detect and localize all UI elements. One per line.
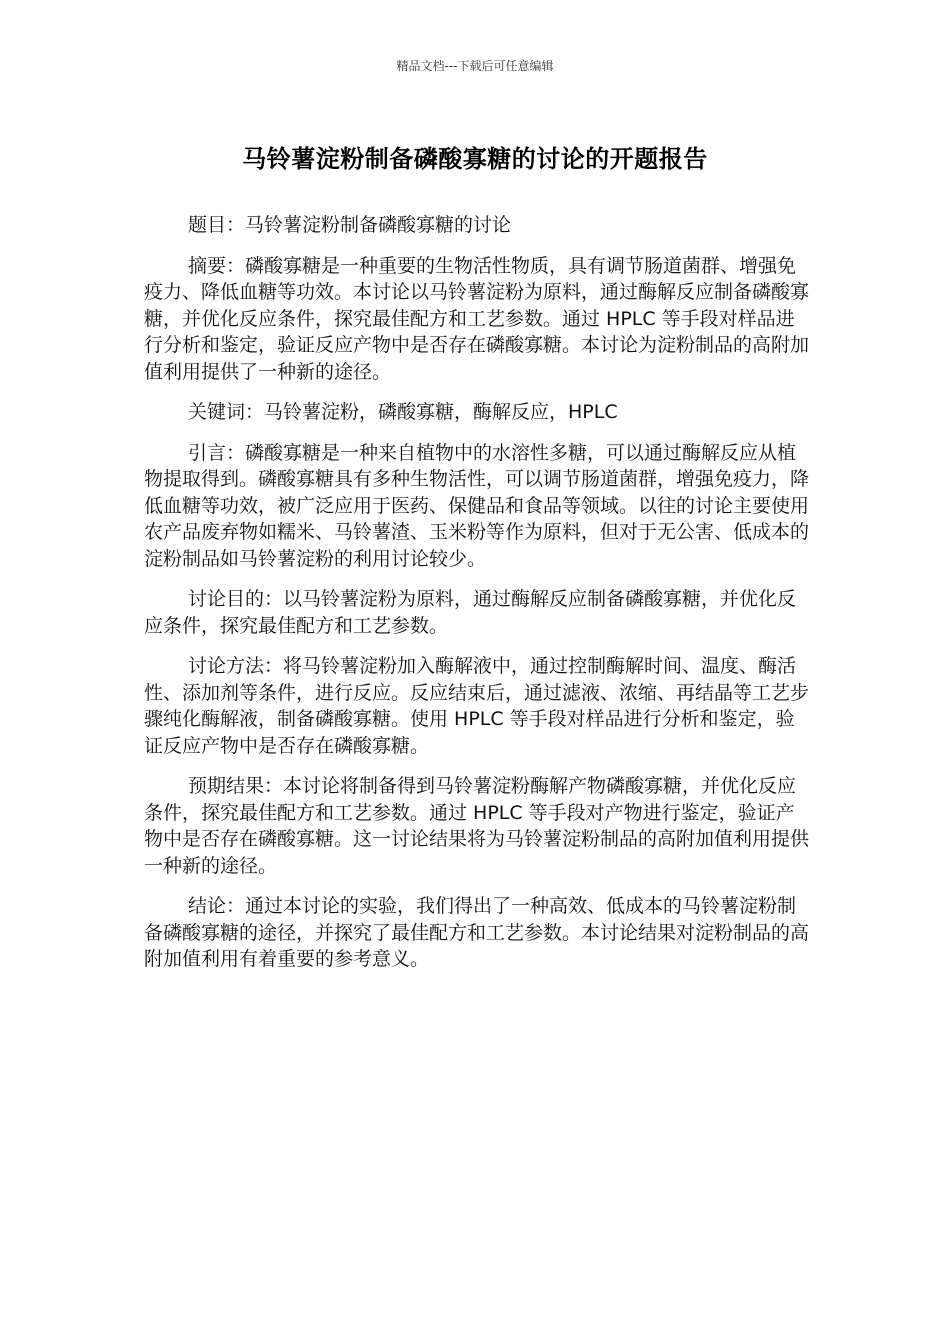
paragraph-keywords: 关键词：马铃薯淀粉，磷酸寡糖，酶解反应，HPLC [188, 401, 618, 423]
paragraph-purpose: 讨论目的：以马铃薯淀粉为原料，通过酶解反应制备磷酸寡糖，并优化反应条件，探究最佳配方和工艺参数。 [144, 588, 797, 637]
paragraph-expected-results: 预期结果：本讨论将制备得到马铃薯淀粉酶解产物磷酸寡糖，并优化反应条件，探究最佳配方和工艺参数。通过 HPLC 等手段对产物进行鉴定，验证产物中是否存在磷酸寡糖。这一讨论结果将为马铃薯淀粉制品的高附加值利用提供一种新的途径。 [144, 775, 810, 877]
document-body [144, 212, 812, 987]
paragraph-topic: 题目：马铃薯淀粉制备磷酸寡糖的讨论 [188, 214, 512, 236]
paragraph-abstract: 摘要：磷酸寡糖是一种重要的生物活性物质，具有调节肠道菌群、增强免疫力、降低血糖等功效。本讨论以马铃薯淀粉为原料，通过酶解反应制备磷酸寡糖，并优化反应条件，探究最佳配方和工艺参数。通过 HPLC 等手段对样品进行分析和鉴定，验证反应产物中是否存在磷酸寡糖。本讨论为淀粉制品的高附加值利用提供了一种新的途径。 [144, 254, 810, 383]
page-header: 精品文档---下载后可任意编辑 [396, 59, 554, 73]
paragraph-conclusion: 结论：通过本讨论的实验，我们得出了一种高效、低成本的马铃薯淀粉制备磷酸寡糖的途径，并探究了最佳配方和工艺参数。本讨论结果对淀粉制品的高附加值利用有着重要的参考意义。 [144, 895, 810, 970]
paragraph-methods: 讨论方法：将马铃薯淀粉加入酶解液中，通过控制酶解时间、温度、酶活性、添加剂等条件，进行反应。反应结束后，通过滤液、浓缩、再结晶等工艺步骤纯化酶解液，制备磷酸寡糖。使用 HPLC 等手段对样品进行分析和鉴定，验证反应产物中是否存在磷酸寡糖。 [144, 655, 810, 757]
paragraph-introduction: 引言：磷酸寡糖是一种来自植物中的水溶性多糖，可以通过酶解反应从植物提取得到。磷酸寡糖具有多种生物活性，可以调节肠道菌群，增强免疫力，降低血糖等功效，被广泛应用于医药、保健品和食品等领域。以往的讨论主要使用农产品废弃物如糯米、马铃薯渣、玉米粉等作为原料，但对于无公害、低成本的淀粉制品如马铃薯淀粉的利用讨论较少。 [144, 441, 810, 570]
document-title: 马铃薯淀粉制备磷酸寡糖的讨论的开题报告 [242, 145, 708, 173]
